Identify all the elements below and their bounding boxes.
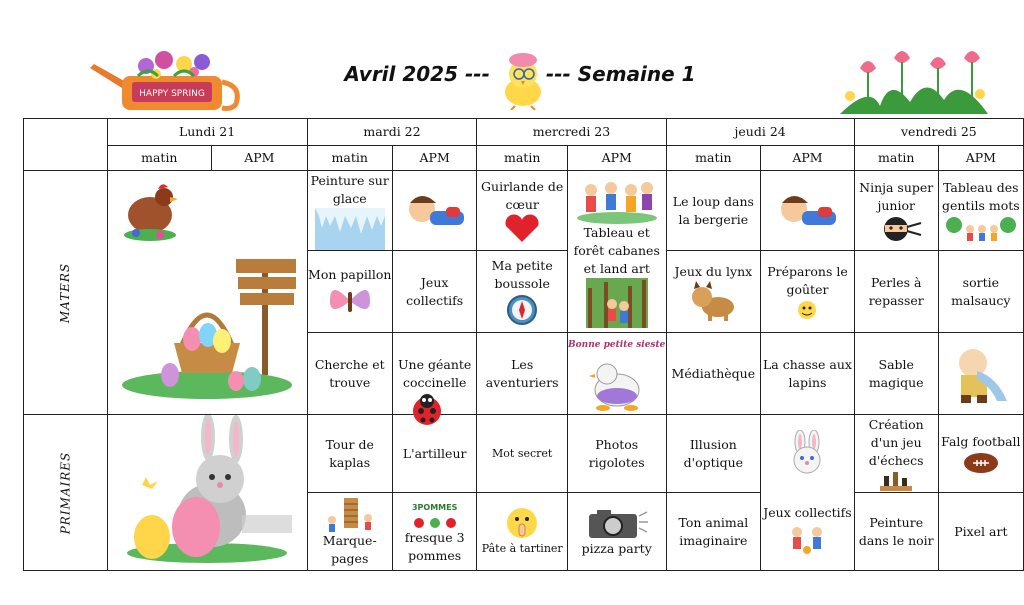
act-p1-mardi-apm: L'artilleur <box>392 415 477 493</box>
compass-icon <box>505 293 539 327</box>
act-p2-mercredi-apm: pizza party <box>567 493 666 571</box>
section-maters: MATERS <box>24 171 108 415</box>
act-p1-vendredi-matin: Création d'un jeu d'échecs <box>854 415 938 493</box>
apples-icon <box>405 517 465 529</box>
act-m1-jeudi-apm <box>761 171 855 251</box>
ladybug-icon <box>407 393 447 427</box>
tulips-icon <box>830 44 998 116</box>
bunny-eggs-icon <box>112 415 302 565</box>
bunny-art-cell <box>107 415 307 571</box>
forest-kids-icon <box>586 278 648 328</box>
act-m2-mardi-matin: Mon papillon <box>307 251 392 333</box>
act-m1-mardi-apm <box>392 171 477 251</box>
linus-blanket-icon <box>943 341 1019 407</box>
act-m2-vendredi-apm: sortie malsaucy <box>938 251 1023 333</box>
act-m1-mercredi-apm: Tableau et forêt cabanes et land art <box>567 171 666 333</box>
kids-games-icon <box>785 522 829 556</box>
bunny-face-icon <box>782 430 832 474</box>
camera-icon <box>585 506 649 540</box>
day-monday: Lundi 21 <box>107 119 307 146</box>
act-m3-mardi-apm: Une géante coccinelle <box>392 333 477 415</box>
svg-text:HAPPY SPRING: HAPPY SPRING <box>139 89 205 99</box>
trois-pommes-logo: 3POMMES <box>411 502 458 512</box>
act-m3-vendredi-matin: Sable magique <box>854 333 938 415</box>
watering-can-flowers-icon <box>86 42 244 114</box>
kapla-tower-icon <box>324 496 376 532</box>
day-friday: vendredi 25 <box>854 119 1023 146</box>
act-m2-jeudi-apm: Préparons le goûter <box>761 251 855 333</box>
sleeping-boy-icon <box>400 191 470 231</box>
slot-matin: matin <box>307 146 392 171</box>
day-tuesday: mardi 22 <box>307 119 477 146</box>
kids-playing-icon <box>575 176 659 224</box>
kids-trees-icon <box>944 215 1018 243</box>
section-primaires: PRIMAIRES <box>24 415 108 571</box>
lynx-icon <box>688 281 738 321</box>
butterfly-icon <box>327 284 373 318</box>
act-m3-mercredi-matin: Les aventuriers <box>477 333 568 415</box>
act-m1-mardi-matin: Peinture sur glace <box>307 171 392 251</box>
day-thursday: jeudi 24 <box>666 119 854 146</box>
secret-face-icon <box>503 506 541 540</box>
act-p1-mardi-matin: Tour de kaplas <box>307 415 392 493</box>
ice-icon <box>315 208 385 250</box>
act-m3-jeudi-matin: Médiathèque <box>666 333 761 415</box>
hen-basket-sign-icon <box>112 175 302 405</box>
chess-pieces-icon <box>876 470 916 492</box>
act-m1-mercredi-matin: Guirlande de cœur <box>477 171 568 251</box>
ninja-icon <box>869 215 923 243</box>
act-p1-mercredi-apm: Photos rigolotes <box>567 415 666 493</box>
act-m3-vendredi-apm <box>938 333 1023 415</box>
act-m2-vendredi-matin: Perles à repasser <box>854 251 938 333</box>
act-p2-mercredi-matin: Pâte à tartiner <box>477 493 568 571</box>
slot-matin: matin <box>666 146 761 171</box>
act-m3-mardi-matin: Cherche et trouve <box>307 333 392 415</box>
heart-icon <box>502 214 542 244</box>
day-wednesday: mercredi 23 <box>477 119 666 146</box>
slot-apm: APM <box>761 146 855 171</box>
slot-apm: APM <box>212 146 308 171</box>
slot-apm: APM <box>567 146 666 171</box>
act-m1-vendredi-apm: Tableau des gentils mots <box>938 171 1023 251</box>
act-m3-jeudi-apm: La chasse aux lapins <box>761 333 855 415</box>
act-p2-vendredi-apm: Pixel art <box>938 493 1023 571</box>
schedule-table <box>23 118 1024 571</box>
act-m2-mercredi-matin: Ma petite boussole <box>477 251 568 333</box>
act-m3-mercredi-apm: Bonne petite sieste <box>567 333 666 415</box>
act-p1-jeudi-matin: Illusion d'optique <box>666 415 761 493</box>
act-m2-jeudi-matin: Jeux du lynx <box>666 251 761 333</box>
corner-cell <box>24 119 108 171</box>
sleeping-goose-icon <box>587 354 647 412</box>
slot-matin: matin <box>854 146 938 171</box>
act-p2-mardi-apm: 3POMMES fresque 3 pommes <box>392 493 477 571</box>
slot-apm: APM <box>392 146 477 171</box>
sleeping-boy-icon <box>772 191 842 231</box>
slot-apm: APM <box>938 146 1023 171</box>
act-p1-vendredi-apm: Falg football <box>938 415 1023 493</box>
slot-matin: matin <box>107 146 211 171</box>
snack-face-icon <box>787 299 827 321</box>
act-p1-mercredi-matin: Mot secret <box>477 415 568 493</box>
act-p1-jeudi-apm: Jeux collectifs <box>761 415 855 571</box>
act-p2-vendredi-matin: Peinture dans le noir <box>854 493 938 571</box>
slot-matin: matin <box>477 146 568 171</box>
act-m2-mardi-apm: Jeux collectifs <box>392 251 477 333</box>
easter-art-cell <box>107 171 307 415</box>
act-p2-jeudi-matin: Ton animal imaginaire <box>666 493 761 571</box>
act-m1-jeudi-matin: Le loup dans la bergerie <box>666 171 761 251</box>
football-icon <box>961 451 1001 475</box>
act-p2-mardi-matin: Marque-pages <box>307 493 392 571</box>
page-title: Avril 2025 --- --- Semaine 1 <box>344 62 696 86</box>
act-m1-vendredi-matin: Ninja super junior <box>854 171 938 251</box>
chick-icon <box>497 48 549 110</box>
